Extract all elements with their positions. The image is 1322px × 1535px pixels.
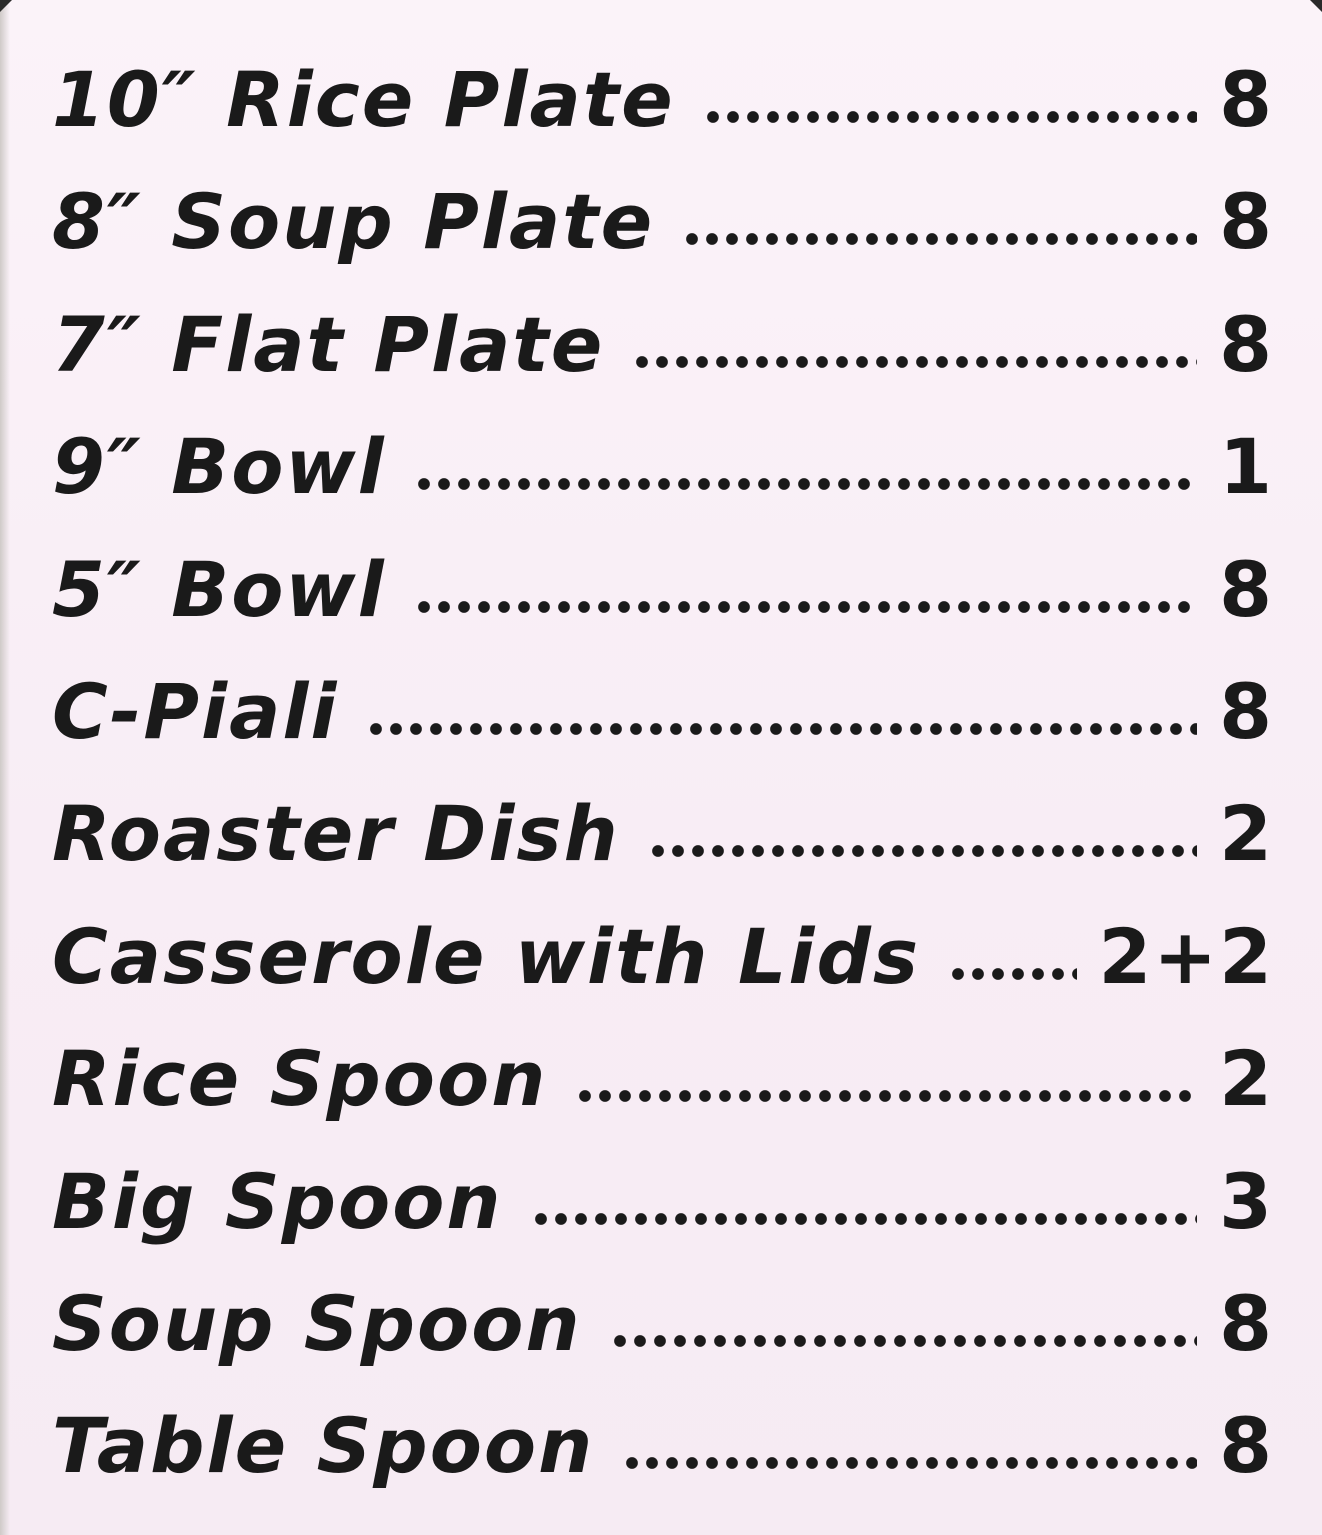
item-name: Table Spoon [52,1401,595,1491]
item-quantity: 8 [1219,55,1274,144]
list-item [52,166,1274,288]
list-item [52,44,1274,166]
dot-leader [575,1089,1197,1103]
item-name: Roaster Dish [52,789,620,879]
item-name: 8″ Soup Plate [52,177,655,267]
item-list [52,44,1274,1513]
list-item [52,289,1274,411]
item-name: Casserole with Lids [52,911,921,1001]
item-name: 10″ Rice Plate [52,55,675,144]
item-quantity: 8 [1219,1278,1274,1368]
corner-mark-right [1310,0,1322,12]
list-item [52,1023,1274,1145]
list-item [52,411,1274,533]
list-item [52,1146,1274,1268]
dot-leader [610,1334,1198,1348]
item-quantity: 8 [1219,544,1274,634]
item-quantity: 8 [1219,177,1274,267]
item-name: Rice Spoon [52,1034,548,1124]
list-item [52,901,1274,1023]
item-name: C-Piali [52,666,339,756]
dot-leader [622,1456,1197,1470]
dot-leader [632,355,1197,369]
item-quantity: 2 [1219,789,1274,879]
list-item [52,1268,1274,1390]
item-quantity: 8 [1219,666,1274,756]
card-shadow-edge [0,0,10,1535]
dot-leader [703,110,1197,124]
list-item [52,778,1274,900]
item-quantity: 8 [1219,299,1274,389]
dot-leader [531,1212,1198,1226]
dot-leader [682,232,1197,246]
dot-leader [366,722,1197,736]
item-quantity: 1 [1219,422,1274,512]
item-name: Big Spoon [52,1156,503,1246]
item-name: 5″ Bowl [52,544,386,634]
item-quantity: 2 [1219,1034,1274,1124]
list-item [52,1390,1274,1512]
list-item [52,534,1274,656]
item-quantity: 2+2 [1098,911,1274,1001]
item-name: 9″ Bowl [52,422,386,512]
dot-leader [648,844,1197,858]
item-quantity: 8 [1219,1401,1274,1491]
item-quantity: 3 [1219,1156,1274,1246]
item-name: Soup Spoon [52,1278,582,1368]
corner-mark-left [0,0,12,12]
list-item [52,656,1274,778]
item-name: 7″ Flat Plate [52,299,605,389]
dot-leader [414,477,1197,491]
dot-leader [948,967,1076,981]
dot-leader [414,600,1197,614]
